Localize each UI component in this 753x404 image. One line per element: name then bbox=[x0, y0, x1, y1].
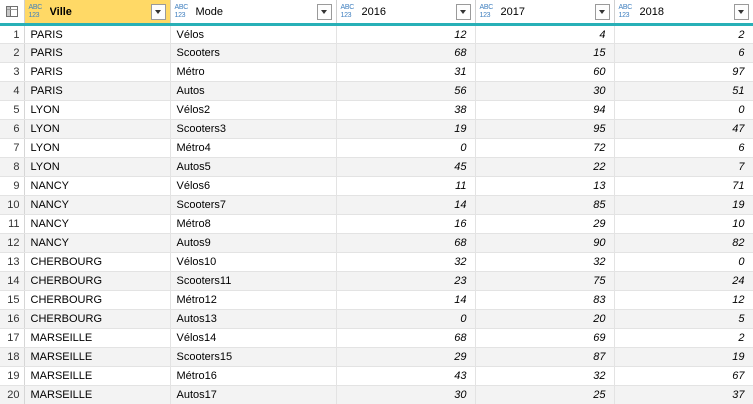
cell-ville[interactable]: CHERBOURG bbox=[24, 272, 170, 291]
grid-header bbox=[0, 0, 753, 25]
chevron-down-icon bbox=[155, 10, 161, 14]
cell-2018[interactable]: 19 bbox=[614, 348, 753, 367]
cell-2018[interactable]: 7 bbox=[614, 158, 753, 177]
cell-ville[interactable]: MARSEILLE bbox=[24, 386, 170, 404]
cell-2017[interactable]: 94 bbox=[475, 101, 614, 120]
type-icon-line1: ABC bbox=[340, 3, 354, 11]
cell-ville[interactable]: LYON bbox=[24, 139, 170, 158]
type-icon-line1: ABC bbox=[479, 3, 493, 11]
cell-2017[interactable]: 90 bbox=[475, 234, 614, 253]
cell-2016[interactable]: 68 bbox=[336, 329, 475, 348]
table-row[interactable] bbox=[0, 329, 753, 348]
cell-2017[interactable]: 25 bbox=[475, 386, 614, 404]
cell-mode[interactable]: Scooters3 bbox=[170, 120, 336, 139]
column-header-2018[interactable] bbox=[614, 0, 753, 25]
abc-123-icon bbox=[619, 4, 636, 20]
cell-2016[interactable]: 56 bbox=[336, 82, 475, 101]
cell-2016[interactable]: 31 bbox=[336, 63, 475, 82]
cell-mode[interactable]: Scooters7 bbox=[170, 196, 336, 215]
cell-ville[interactable]: PARIS bbox=[24, 44, 170, 63]
cell-2016[interactable]: 16 bbox=[336, 215, 475, 234]
cell-mode[interactable]: Métro12 bbox=[170, 291, 336, 310]
cell-ville[interactable]: MARSEILLE bbox=[24, 367, 170, 386]
row-number-cell: 12 bbox=[0, 234, 24, 253]
cell-mode[interactable]: Autos17 bbox=[170, 386, 336, 404]
cell-2018[interactable]: 97 bbox=[614, 63, 753, 82]
filter-button-2016[interactable] bbox=[456, 4, 471, 20]
cell-mode[interactable]: Scooters11 bbox=[170, 272, 336, 291]
table-row[interactable] bbox=[0, 25, 753, 44]
table-row[interactable] bbox=[0, 348, 753, 367]
cell-2017[interactable]: 83 bbox=[475, 291, 614, 310]
row-number-cell: 1 bbox=[0, 25, 24, 44]
cell-2018[interactable]: 2 bbox=[614, 25, 753, 44]
cell-mode[interactable]: Scooters bbox=[170, 44, 336, 63]
cell-2016[interactable]: 14 bbox=[336, 196, 475, 215]
cell-ville[interactable]: LYON bbox=[24, 101, 170, 120]
grid-body bbox=[0, 25, 753, 404]
row-number-cell: 4 bbox=[0, 82, 24, 101]
cell-mode[interactable]: Vélos6 bbox=[170, 177, 336, 196]
cell-2018[interactable]: 0 bbox=[614, 101, 753, 120]
cell-2017[interactable]: 72 bbox=[475, 139, 614, 158]
row-number-cell: 8 bbox=[0, 158, 24, 177]
cell-2017[interactable]: 15 bbox=[475, 44, 614, 63]
row-number-cell: 14 bbox=[0, 272, 24, 291]
cell-2017[interactable]: 30 bbox=[475, 82, 614, 101]
column-header-ville[interactable] bbox=[24, 0, 170, 25]
row-number-cell: 3 bbox=[0, 63, 24, 82]
column-header-2017[interactable] bbox=[475, 0, 614, 25]
table-row[interactable] bbox=[0, 63, 753, 82]
column-header-mode[interactable] bbox=[170, 0, 336, 25]
table-row[interactable] bbox=[0, 120, 753, 139]
column-title-2018: 2018 bbox=[639, 5, 664, 18]
row-number-cell: 7 bbox=[0, 139, 24, 158]
column-header-2016[interactable] bbox=[336, 0, 475, 25]
table-row[interactable] bbox=[0, 310, 753, 329]
table-row[interactable] bbox=[0, 367, 753, 386]
row-number-cell: 15 bbox=[0, 291, 24, 310]
cell-ville[interactable]: LYON bbox=[24, 158, 170, 177]
cell-2018[interactable]: 47 bbox=[614, 120, 753, 139]
table-row[interactable] bbox=[0, 215, 753, 234]
cell-mode[interactable]: Vélos10 bbox=[170, 253, 336, 272]
column-title-2017: 2017 bbox=[500, 5, 525, 18]
filter-button-2018[interactable] bbox=[734, 4, 749, 20]
cell-2017[interactable]: 32 bbox=[475, 367, 614, 386]
cell-2018[interactable]: 71 bbox=[614, 177, 753, 196]
cell-2018[interactable]: 82 bbox=[614, 234, 753, 253]
cell-mode[interactable]: Métro16 bbox=[170, 367, 336, 386]
cell-2018[interactable]: 37 bbox=[614, 386, 753, 404]
filter-button-2017[interactable] bbox=[595, 4, 610, 20]
row-number-cell: 9 bbox=[0, 177, 24, 196]
row-number-cell: 17 bbox=[0, 329, 24, 348]
cell-mode[interactable]: Vélos bbox=[170, 25, 336, 44]
cell-mode[interactable]: Métro8 bbox=[170, 215, 336, 234]
table-row[interactable] bbox=[0, 386, 753, 404]
cell-2018[interactable]: 12 bbox=[614, 291, 753, 310]
row-number-cell: 6 bbox=[0, 120, 24, 139]
cell-ville[interactable]: MARSEILLE bbox=[24, 348, 170, 367]
type-icon-line2: 123 bbox=[340, 11, 352, 19]
header-row bbox=[0, 0, 753, 25]
type-icon-line1: ABC bbox=[618, 3, 632, 11]
cell-2016[interactable]: 19 bbox=[336, 120, 475, 139]
table-glyph-icon bbox=[6, 6, 18, 17]
cell-2016[interactable]: 43 bbox=[336, 367, 475, 386]
table-row[interactable] bbox=[0, 196, 753, 215]
type-icon-line1: ABC bbox=[174, 3, 188, 11]
cell-ville[interactable]: NANCY bbox=[24, 177, 170, 196]
cell-mode[interactable]: Vélos14 bbox=[170, 329, 336, 348]
table-row[interactable] bbox=[0, 234, 753, 253]
cell-ville[interactable]: LYON bbox=[24, 120, 170, 139]
type-icon-line2: 123 bbox=[28, 11, 40, 19]
cell-ville[interactable]: PARIS bbox=[24, 82, 170, 101]
cell-ville[interactable]: MARSEILLE bbox=[24, 329, 170, 348]
cell-ville[interactable]: CHERBOURG bbox=[24, 310, 170, 329]
cell-2018[interactable]: 51 bbox=[614, 82, 753, 101]
cell-2017[interactable]: 32 bbox=[475, 253, 614, 272]
cell-2017[interactable]: 87 bbox=[475, 348, 614, 367]
chevron-down-icon bbox=[738, 10, 744, 14]
cell-ville[interactable]: NANCY bbox=[24, 215, 170, 234]
cell-2017[interactable]: 20 bbox=[475, 310, 614, 329]
cell-2018[interactable]: 6 bbox=[614, 139, 753, 158]
type-icon-line2: 123 bbox=[174, 11, 186, 19]
row-number-cell: 5 bbox=[0, 101, 24, 120]
table-row[interactable] bbox=[0, 291, 753, 310]
cell-2016[interactable]: 14 bbox=[336, 291, 475, 310]
type-icon-line2: 123 bbox=[618, 11, 630, 19]
table-select-all-icon[interactable] bbox=[0, 2, 24, 22]
cell-2016[interactable]: 30 bbox=[336, 386, 475, 404]
abc-123-icon bbox=[175, 4, 192, 20]
cell-ville[interactable]: NANCY bbox=[24, 234, 170, 253]
table-row[interactable] bbox=[0, 44, 753, 63]
cell-2018[interactable]: 24 bbox=[614, 272, 753, 291]
cell-2018[interactable]: 10 bbox=[614, 215, 753, 234]
cell-2018[interactable]: 2 bbox=[614, 329, 753, 348]
table-row[interactable] bbox=[0, 139, 753, 158]
cell-2017[interactable]: 29 bbox=[475, 215, 614, 234]
cell-ville[interactable]: PARIS bbox=[24, 63, 170, 82]
cell-ville[interactable]: NANCY bbox=[24, 196, 170, 215]
chevron-down-icon bbox=[460, 10, 466, 14]
table-row[interactable] bbox=[0, 253, 753, 272]
row-number-cell: 16 bbox=[0, 310, 24, 329]
cell-2016[interactable]: 23 bbox=[336, 272, 475, 291]
column-title-2016: 2016 bbox=[361, 5, 386, 18]
cell-2016[interactable]: 68 bbox=[336, 234, 475, 253]
table-row[interactable] bbox=[0, 272, 753, 291]
cell-ville[interactable]: PARIS bbox=[24, 25, 170, 44]
cell-2016[interactable]: 11 bbox=[336, 177, 475, 196]
filter-button-mode[interactable] bbox=[317, 4, 332, 20]
cell-2018[interactable]: 5 bbox=[614, 310, 753, 329]
type-icon-line1: ABC bbox=[28, 3, 42, 11]
abc-123-icon bbox=[341, 4, 358, 20]
column-title-ville: Ville bbox=[49, 5, 72, 18]
cell-ville[interactable]: CHERBOURG bbox=[24, 253, 170, 272]
cell-mode[interactable]: Autos13 bbox=[170, 310, 336, 329]
cell-ville[interactable]: CHERBOURG bbox=[24, 291, 170, 310]
cell-2016[interactable]: 29 bbox=[336, 348, 475, 367]
chevron-down-icon bbox=[321, 10, 327, 14]
cell-2017[interactable]: 95 bbox=[475, 120, 614, 139]
cell-mode[interactable]: Métro4 bbox=[170, 139, 336, 158]
cell-mode[interactable]: Autos5 bbox=[170, 158, 336, 177]
row-number-cell: 13 bbox=[0, 253, 24, 272]
table-row[interactable] bbox=[0, 158, 753, 177]
chevron-down-icon bbox=[599, 10, 605, 14]
cell-2016[interactable]: 12 bbox=[336, 25, 475, 44]
cell-2016[interactable]: 32 bbox=[336, 253, 475, 272]
cell-mode[interactable]: Autos bbox=[170, 82, 336, 101]
table-row[interactable] bbox=[0, 177, 753, 196]
cell-2016[interactable]: 68 bbox=[336, 44, 475, 63]
cell-2018[interactable]: 6 bbox=[614, 44, 753, 63]
cell-2016[interactable]: 45 bbox=[336, 158, 475, 177]
cell-2018[interactable]: 19 bbox=[614, 196, 753, 215]
table-row[interactable] bbox=[0, 101, 753, 120]
cell-2017[interactable]: 22 bbox=[475, 158, 614, 177]
cell-2017[interactable]: 4 bbox=[475, 25, 614, 44]
row-number-cell: 11 bbox=[0, 215, 24, 234]
select-all-corner[interactable] bbox=[0, 0, 24, 25]
abc-123-icon bbox=[29, 4, 46, 20]
cell-mode[interactable]: Autos9 bbox=[170, 234, 336, 253]
cell-2016[interactable]: 38 bbox=[336, 101, 475, 120]
cell-2016[interactable]: 0 bbox=[336, 139, 475, 158]
cell-2018[interactable]: 0 bbox=[614, 253, 753, 272]
row-number-cell: 2 bbox=[0, 44, 24, 63]
cell-2017[interactable]: 75 bbox=[475, 272, 614, 291]
type-icon-line2: 123 bbox=[479, 11, 491, 19]
abc-123-icon bbox=[480, 4, 497, 20]
cell-2017[interactable]: 69 bbox=[475, 329, 614, 348]
cell-2018[interactable]: 67 bbox=[614, 367, 753, 386]
cell-2017[interactable]: 13 bbox=[475, 177, 614, 196]
cell-mode[interactable]: Scooters15 bbox=[170, 348, 336, 367]
row-number-cell: 10 bbox=[0, 196, 24, 215]
row-number-cell: 18 bbox=[0, 348, 24, 367]
cell-2017[interactable]: 85 bbox=[475, 196, 614, 215]
cell-2016[interactable]: 0 bbox=[336, 310, 475, 329]
cell-mode[interactable]: Vélos2 bbox=[170, 101, 336, 120]
row-number-cell: 20 bbox=[0, 386, 24, 404]
filter-button-ville[interactable] bbox=[151, 4, 166, 20]
row-number-cell: 19 bbox=[0, 367, 24, 386]
cell-mode[interactable]: Métro bbox=[170, 63, 336, 82]
cell-2017[interactable]: 60 bbox=[475, 63, 614, 82]
column-title-mode: Mode bbox=[195, 5, 224, 18]
table-row[interactable] bbox=[0, 82, 753, 101]
